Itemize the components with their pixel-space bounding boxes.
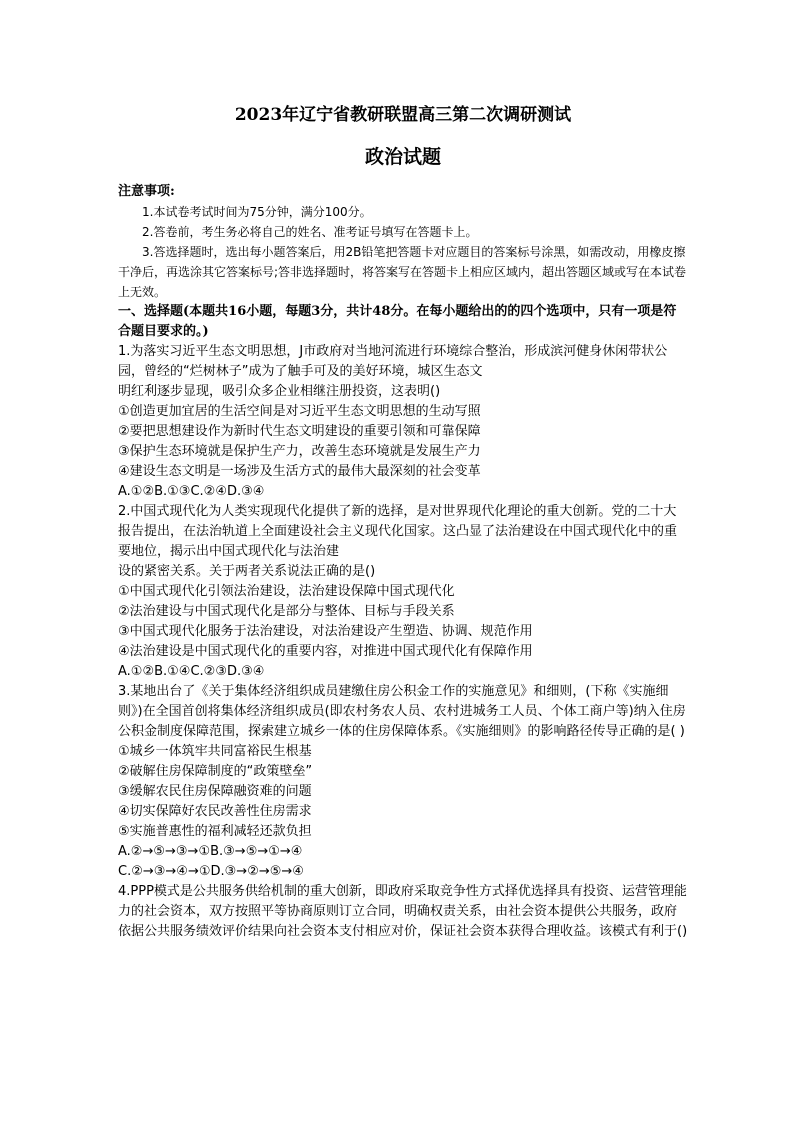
notice-heading: 注意事项: — [118, 184, 175, 199]
statement-option: ③保护生态环境就是保护生产力，改善生态环境就是发展生产力 — [118, 444, 481, 459]
statement-option: ④建设生态文明是一场涉及生活方式的最伟大最深刻的社会变革 — [118, 464, 481, 479]
question-stem: 3.某地出台了《关于集体经济组织成员建缴住房公积金工作的实施意见》和细则，(下称《实施细则》)在全国首创将集体经济组织成员(即农村务农人员、农村进城务工人员、个体工商户等)纳入住房公积金制度保障范围，探索建立城乡一体的住房保障体系。《实施细则》的影响路径传导正确的是( ) — [118, 684, 686, 739]
notice-item-1: 1.本试卷考试时间为75分钟，满分100分。 — [142, 205, 372, 219]
statement-option: ①城乡一体筑牢共同富裕民生根基 — [118, 744, 312, 759]
statement-option: ④法治建设是中国式现代化的重要内容，对推进中国式现代化有保障作用 — [118, 644, 533, 659]
question-4 — [118, 882, 688, 942]
answer-choices: A.②→⑤→③→①B.③→⑤→①→④ — [118, 844, 303, 859]
statement-option: ③中国式现代化服务于法治建设，对法治建设产生塑造、协调、规范作用 — [118, 624, 533, 639]
answer-choices: C.②→③→④→①D.③→②→⑤→④ — [118, 864, 304, 879]
answer-choices: A.①②B.①③C.②④D.③④ — [118, 484, 265, 499]
exam-title: 2023年辽宁省教研联盟高三第二次调研测试 — [234, 105, 572, 125]
question-3 — [118, 682, 688, 882]
question-stem: 2.中国式现代化为人类实现现代化提供了新的选择，是对世界现代化理论的重大创新。党的二十大报告提出，在法治轨道上全面建设社会主义现代化国家。这凸显了法治建设在中国式现代化中的重要地位，揭示出中国式现代化与法治建 — [118, 504, 678, 559]
question-2 — [118, 502, 688, 682]
question-stem: 4.PPP模式是公共服务供给机制的重大创新，即政府采取竞争性方式择优选择具有投资、运营管理能力的社会资本，双方按照平等协商原则订立合同，明确权责关系，由社会资本提供公共服务，政府依据公共服务绩效评价结果向社会资本支付相应对价，保证社会资本获得合理收益。该模式有利于() — [118, 884, 688, 939]
statement-option: ①创造更加宜居的生活空间是对习近平生态文明思想的生动写照 — [118, 404, 481, 419]
statement-option: ②破解住房保障制度的“政策壁垒” — [118, 764, 313, 779]
question-stem: 明红利逐步显现，吸引众多企业相继注册投资，这表明() — [118, 384, 441, 399]
section-heading-choice: 一、选择题(本题共16小题，每题3分，共计48分。在每小题给出的的四个选项中，只有一项是符合题目要求的。) — [118, 304, 677, 339]
answer-choices: A.①②B.①④C.②③D.③④ — [118, 664, 265, 679]
statement-option: ④切实保障好农民改善性住房需求 — [118, 804, 312, 819]
notice-item-2: 2.答卷前，考生务必将自己的姓名、准考证号填写在答题卡上。 — [142, 225, 478, 239]
statement-option: ②要把思想建设作为新时代生态文明建设的重要引领和可靠保障 — [118, 424, 481, 439]
question-1 — [118, 342, 688, 502]
notice-item-3: 3.答选择题时，选出每小题答案后，用2B铅笔把答题卡对应题目的答案标号涂黑，如需改动，用橡皮擦干净后，再选涂其它答案标号;答非选择题时，将答案写在答题卡上相应区域内，超出答题区域或写在本试卷上无效。 — [118, 245, 687, 299]
question-stem: 1.为落实习近平生态文明思想，J市政府对当地河流进行环境综合整治，形成滨河健身休闲带状公园，曾经的“烂树林子”成为了触手可及的美好环境，城区生态文 — [118, 344, 668, 379]
exam-page — [118, 104, 688, 942]
notice-section — [118, 182, 688, 302]
statement-option: ①中国式现代化引领法治建设，法治建设保障中国式现代化 — [118, 584, 455, 599]
statement-option: ②法治建设与中国式现代化是部分与整体、目标与手段关系 — [118, 604, 455, 619]
statement-option: ③缓解农民住房保障融资难的问题 — [118, 784, 312, 799]
exam-subject-title: 政治试题 — [364, 146, 441, 168]
question-stem: 设的紧密关系。关于两者关系说法正确的是() — [118, 564, 376, 579]
statement-option: ⑤实施普惠性的福利减轻还款负担 — [118, 824, 312, 839]
